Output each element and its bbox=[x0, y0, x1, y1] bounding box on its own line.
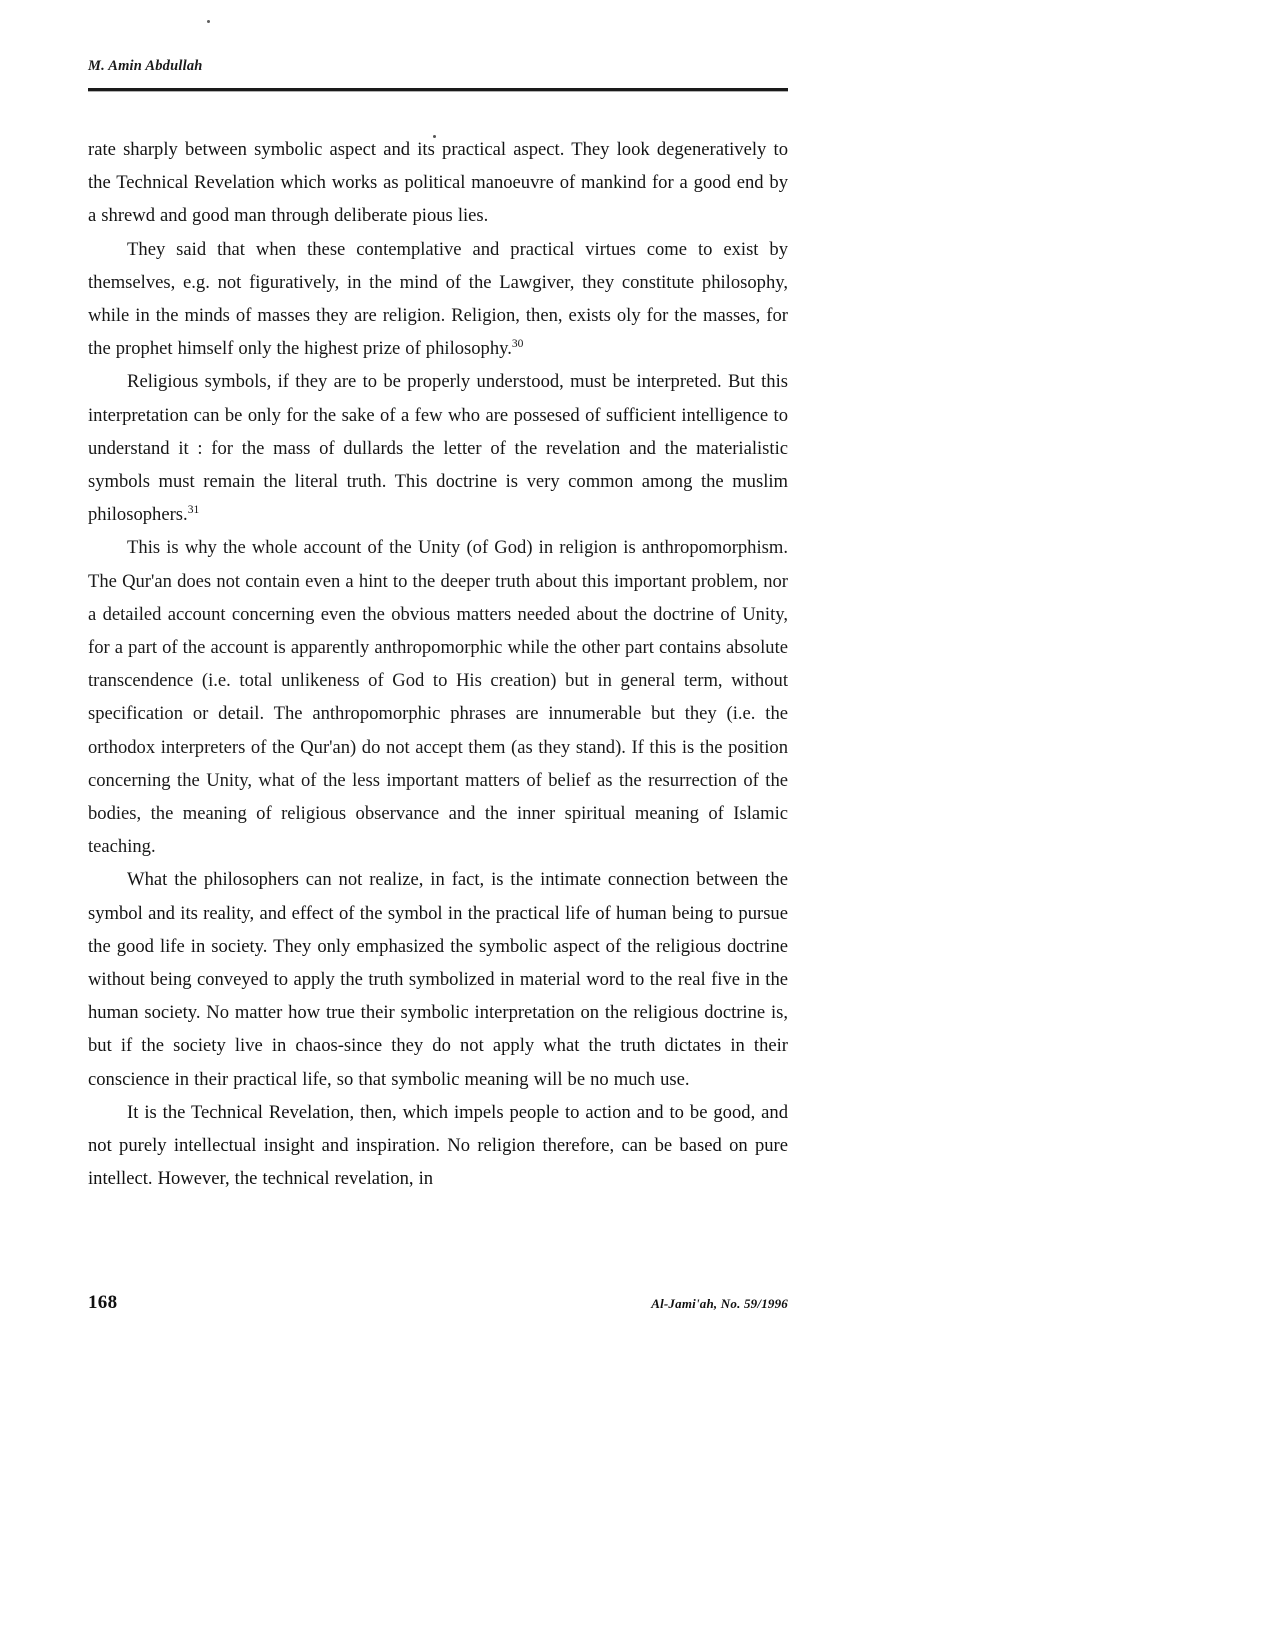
paragraph bbox=[88, 1096, 788, 1196]
footnote-marker: 31 bbox=[187, 504, 200, 517]
paragraph bbox=[88, 233, 788, 366]
paragraph bbox=[88, 531, 788, 863]
paragraph-text: What the philosophers can not realize, in fact, is the intimate connection between the symbol and its reality, and effect of the symbol in the practical life of human being to pursue the good life in society. They only emphasized the symbolic aspect of the religious doctrine without being conveyed to apply the truth symbolized in material word to the real five in the human society. No matter how true their symbolic interpretation on the religious doctrine is, but if the society live in chaos-since they do not apply what the truth dictates in their conscience in their practical life, so that symbolic meaning will be no much use. bbox=[88, 869, 788, 1090]
paragraph bbox=[88, 863, 788, 1095]
paragraph bbox=[88, 365, 788, 531]
paragraph-text: This is why the whole account of the Unity (of God) in religion is anthropomorphism. The Qur'an does not contain even a hint to the deeper truth about this important problem, nor a detailed account concerning even the obvious matters needed about the doctrine of Unity, for a part of the account is apparently anthropomorphic while the other part contains absolute transcendence (i.e. total unlikeness of God to His creation) but in general term, without specification or detail. The anthropomorphic phrases are innumerable but they (i.e. the orthodox interpreters of the Qur'an) do not accept them (as they stand). If this is the position concerning the Unity, what of the less important matters of belief as the resurrection of the bodies, the meaning of religious observance and the inner spiritual meaning of Islamic teaching. bbox=[88, 537, 788, 858]
paragraph-text: rate sharply between symbolic aspect and its practical aspect. They look degeneratively to the Technical Revelation which works as political manoeuvre of mankind for a good end by a shrewd and good man through deliberate pious lies. bbox=[88, 139, 788, 227]
scan-speck-icon bbox=[207, 20, 210, 23]
header-rule bbox=[88, 88, 788, 91]
paragraph-text: They said that when these contemplative and practical virtues come to exist by themselves, e.g. not figuratively, in the mind of the Lawgiver, they constitute philosophy, while in the minds of masses they are religion. Religion, then, exists oly for the masses, for the prophet himself only the highest prize of philosophy. bbox=[88, 238, 788, 360]
page-number: 168 bbox=[88, 1292, 118, 1313]
footnote-marker: 30 bbox=[511, 338, 524, 351]
journal-citation: Al-Jami'ah, No. 59/1996 bbox=[651, 1296, 788, 1311]
paragraph-text: Religious symbols, if they are to be properly understood, must be interpreted. But this interpretation can be only for the sake of a few who are possesed of sufficient intelligence to understand it : for the mass of dullards the letter of the revelation and the materialistic symbols must remain the literal truth. This doctrine is very common among the muslim philosophers. bbox=[88, 371, 788, 526]
paragraph bbox=[88, 133, 788, 233]
paragraph-text: It is the Technical Revelation, then, which impels people to action and to be good, and not purely intellectual insight and inspiration. No religion therefore, can be based on pure intellect. However, the technical revelation, in bbox=[88, 1101, 788, 1190]
running-head-author: M. Amin Abdullah bbox=[88, 58, 203, 74]
body-text-column bbox=[88, 133, 788, 1196]
